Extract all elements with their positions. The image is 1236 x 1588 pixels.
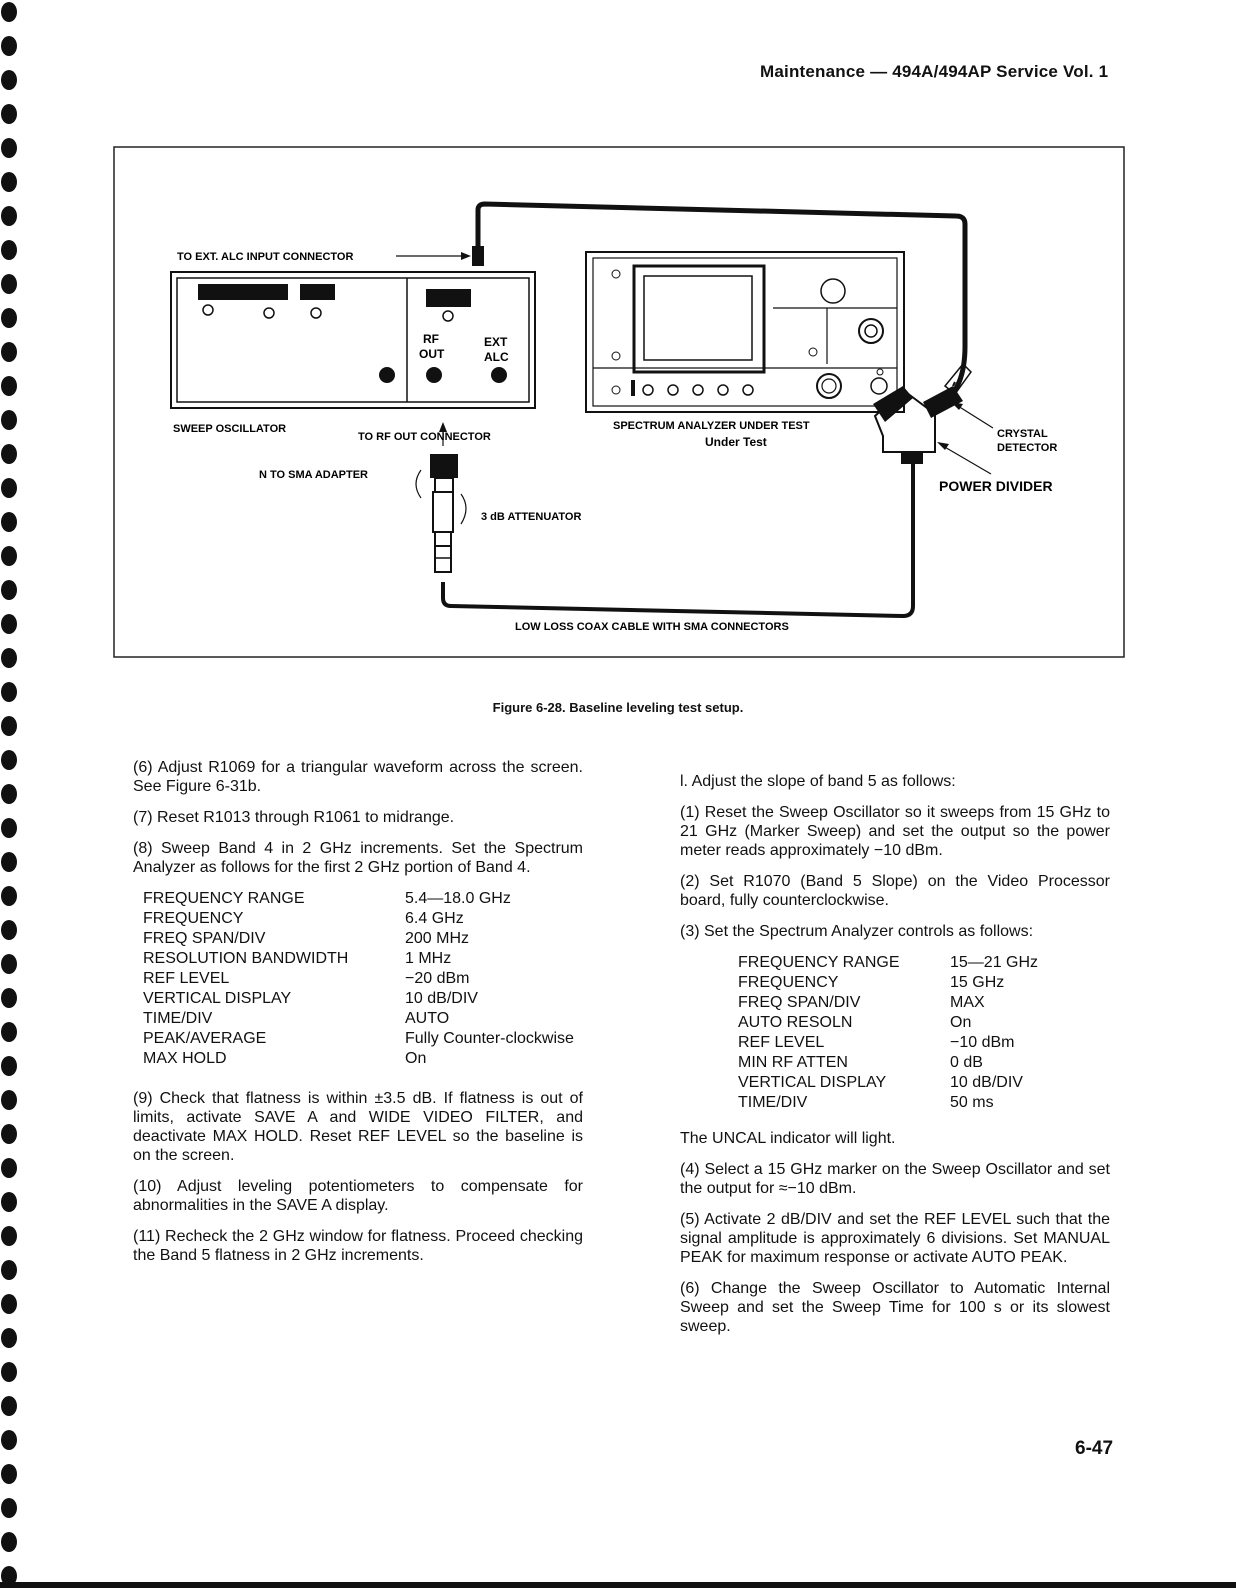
setting-name: TIME/DIV xyxy=(738,1094,808,1111)
setting-value: 10 dB/DIV xyxy=(405,990,478,1007)
binder-hole xyxy=(1,988,17,1008)
setting-name: VERTICAL DISPLAY xyxy=(143,990,292,1007)
binder-hole xyxy=(1,1192,17,1212)
setting-value: 15 GHz xyxy=(950,974,1005,991)
binder-hole xyxy=(1,36,17,56)
setting-name: FREQUENCY xyxy=(143,910,244,927)
alc-label: ALC xyxy=(484,350,509,364)
setting-value: 6.4 GHz xyxy=(405,910,464,927)
binder-hole xyxy=(1,138,17,158)
binder-hole xyxy=(1,648,17,668)
setting-value: On xyxy=(405,1050,427,1067)
setting-row xyxy=(143,909,574,929)
coax-cable xyxy=(443,464,913,616)
setting-name: MIN RF ATTEN xyxy=(738,1054,848,1071)
binder-hole xyxy=(1,104,17,124)
rf-label: RF xyxy=(423,332,439,346)
setting-name: AUTO RESOLN xyxy=(738,1014,853,1031)
spectrum-analyzer xyxy=(586,252,904,412)
crystal-label: CRYSTAL xyxy=(997,428,1048,440)
setting-row xyxy=(143,1029,574,1049)
setting-row xyxy=(143,949,574,969)
binder-hole xyxy=(1,852,17,872)
step-9-left: (9) Check that flatness is within ±3.5 dB. If flatness is out of limits, activate SAVE A and WIDE VIDEO FILTER, and deactivate MAX HOLD. Reset REF LEVEL so the baseline is on the screen. xyxy=(133,1090,583,1164)
binder-hole xyxy=(1,1260,17,1280)
binder-hole xyxy=(1,1226,17,1246)
setting-row xyxy=(738,953,1038,973)
figure-caption: Figure 6-28. Baseline leveling test setup. xyxy=(492,700,744,715)
binder-hole xyxy=(1,1532,17,1552)
setting-value: 1 MHz xyxy=(405,950,452,967)
setting-row xyxy=(738,993,1038,1013)
step-2-right: (2) Set R1070 (Band 5 Slope) on the Video Processor board, fully counterclockwise. xyxy=(680,873,1110,909)
setting-name: MAX HOLD xyxy=(143,1050,227,1067)
setting-row xyxy=(738,1013,1038,1033)
binder-hole xyxy=(1,1464,17,1484)
step-l-right: l. Adjust the slope of band 5 as follows: xyxy=(680,773,956,790)
setting-name: FREQUENCY RANGE xyxy=(738,954,900,971)
binder-hole xyxy=(1,716,17,736)
step-7-left: (7) Reset R1013 through R1061 to midrange. xyxy=(133,809,455,826)
setting-name: REF LEVEL xyxy=(143,970,230,987)
step-4-right: (4) Select a 15 GHz marker on the Sweep Oscillator and set the output for ≈−10 dBm. xyxy=(680,1161,1110,1197)
band5-settings-table xyxy=(738,953,1038,1113)
binder-hole xyxy=(1,1158,17,1178)
setting-name: PEAK/AVERAGE xyxy=(143,1030,267,1047)
attenuator-label: 3 dB ATTENUATOR xyxy=(481,511,582,523)
step-3-right: (3) Set the Spectrum Analyzer controls as follows: xyxy=(680,923,1034,940)
binder-hole xyxy=(1,1396,17,1416)
uncal-note: The UNCAL indicator will light. xyxy=(680,1130,896,1147)
binder-hole xyxy=(1,1498,17,1518)
setting-row xyxy=(143,929,574,949)
power-divider xyxy=(873,386,935,464)
binder-hole xyxy=(1,2,17,22)
detector-label: DETECTOR xyxy=(997,442,1058,454)
setting-row xyxy=(738,973,1038,993)
setting-value: On xyxy=(950,1014,972,1031)
setting-name: TIME/DIV xyxy=(143,1010,213,1027)
page-header: Maintenance — 494A/494AP Service Vol. 1 xyxy=(760,62,1109,81)
step-11-left: (11) Recheck the 2 GHz window for flatness. Proceed checking the Band 5 flatness in 2 GHz increments. xyxy=(133,1228,583,1264)
setting-name: FREQ SPAN/DIV xyxy=(738,994,861,1011)
setting-value: AUTO xyxy=(405,1010,450,1027)
setting-row xyxy=(143,889,574,909)
setting-value: −10 dBm xyxy=(950,1034,1015,1051)
setting-row xyxy=(143,1049,574,1069)
binder-hole xyxy=(1,376,17,396)
binder-hole xyxy=(1,206,17,226)
page-bottom-edge xyxy=(0,1582,1236,1588)
binder-hole xyxy=(1,784,17,804)
binder-hole xyxy=(1,70,17,90)
step-5-right: (5) Activate 2 dB/DIV and set the REF LEVEL such that the signal amplitude is approximately 6 divisions. Set MANUAL PEAK for maximum response or activate AUTO PEAK. xyxy=(680,1211,1110,1266)
power-divider-label: POWER DIVIDER xyxy=(939,478,1053,494)
setting-name: REF LEVEL xyxy=(738,1034,825,1051)
setting-name: FREQUENCY xyxy=(738,974,839,991)
setting-name: FREQUENCY RANGE xyxy=(143,890,305,907)
binder-hole xyxy=(1,954,17,974)
binder-holes xyxy=(0,0,30,1588)
setting-row xyxy=(143,1009,574,1029)
setting-row xyxy=(143,969,574,989)
setting-value: 50 ms xyxy=(950,1094,994,1111)
binder-hole xyxy=(1,682,17,702)
binder-hole xyxy=(1,478,17,498)
setting-value: 10 dB/DIV xyxy=(950,1074,1023,1091)
sweep-oscillator xyxy=(171,272,535,408)
cable-label: LOW LOSS COAX CABLE WITH SMA CONNECTORS xyxy=(515,621,789,633)
setting-name: RESOLUTION BANDWIDTH xyxy=(143,950,349,967)
binder-hole xyxy=(1,1090,17,1110)
binder-hole xyxy=(1,580,17,600)
right-column xyxy=(680,772,1110,1348)
step-1-right: (1) Reset the Sweep Oscillator so it sweeps from 15 GHz to 21 GHz (Marker Sweep) and set the output so the power meter reads approximately −10 dBm. xyxy=(680,804,1110,859)
setting-row xyxy=(143,989,574,1009)
setting-name: FREQ SPAN/DIV xyxy=(143,930,266,947)
left-column xyxy=(133,758,583,1277)
setting-value: −20 dBm xyxy=(405,970,470,987)
setting-value: 5.4—18.0 GHz xyxy=(405,890,511,907)
binder-hole xyxy=(1,240,17,260)
adapter-attenuator-chain xyxy=(430,454,458,572)
binder-hole xyxy=(1,750,17,770)
setting-row xyxy=(738,1073,1038,1093)
setting-value: 200 MHz xyxy=(405,930,470,947)
setting-row xyxy=(738,1093,1038,1113)
setting-row xyxy=(738,1033,1038,1053)
binder-hole xyxy=(1,1056,17,1076)
binder-hole xyxy=(1,1294,17,1314)
under-test-label: Under Test xyxy=(705,435,767,449)
ext-label: EXT xyxy=(484,335,508,349)
binder-hole xyxy=(1,614,17,634)
step-8-left: (8) Sweep Band 4 in 2 GHz increments. Set the Spectrum Analyzer as follows for the first 2 GHz portion of Band 4. xyxy=(133,840,583,876)
setting-row xyxy=(738,1053,1038,1073)
setting-value: 0 dB xyxy=(950,1054,983,1071)
setting-value: MAX xyxy=(950,994,985,1011)
adapter-label: N TO SMA ADAPTER xyxy=(259,469,368,481)
sweep-osc-label: SWEEP OSCILLATOR xyxy=(173,423,287,435)
binder-hole xyxy=(1,920,17,940)
binder-hole xyxy=(1,1124,17,1144)
ext-alc-label: TO EXT. ALC INPUT CONNECTOR xyxy=(177,251,354,263)
binder-hole xyxy=(1,1022,17,1042)
binder-hole xyxy=(1,342,17,362)
binder-hole xyxy=(1,308,17,328)
step-6-right: (6) Change the Sweep Oscillator to Automatic Internal Sweep and set the Sweep Time for 100 s or its slowest sweep. xyxy=(680,1280,1110,1335)
binder-hole xyxy=(1,444,17,464)
binder-hole xyxy=(1,546,17,566)
step-10-left: (10) Adjust leveling potentiometers to compensate for abnormalities in the SAVE A display. xyxy=(133,1178,583,1214)
binder-hole xyxy=(1,818,17,838)
rf-out-connector-label: TO RF OUT CONNECTOR xyxy=(358,431,491,443)
setting-name: VERTICAL DISPLAY xyxy=(738,1074,887,1091)
figure-diagram xyxy=(113,146,1129,668)
setting-value: Fully Counter-clockwise xyxy=(405,1030,574,1047)
binder-hole xyxy=(1,172,17,192)
binder-hole xyxy=(1,274,17,294)
binder-hole xyxy=(1,886,17,906)
binder-hole xyxy=(1,1362,17,1382)
setting-value: 15—21 GHz xyxy=(950,954,1039,971)
sa-under-test-label: SPECTRUM ANALYZER UNDER TEST xyxy=(613,420,810,432)
band4-settings-table xyxy=(143,889,574,1069)
binder-hole xyxy=(1,410,17,430)
step-6-left: (6) Adjust R1069 for a triangular waveform across the screen. See Figure 6-31b. xyxy=(133,759,583,795)
binder-hole xyxy=(1,1328,17,1348)
page-number: 6-47 xyxy=(1075,1438,1114,1459)
out-label: OUT xyxy=(419,347,445,361)
binder-hole xyxy=(1,1430,17,1450)
binder-hole xyxy=(1,512,17,532)
